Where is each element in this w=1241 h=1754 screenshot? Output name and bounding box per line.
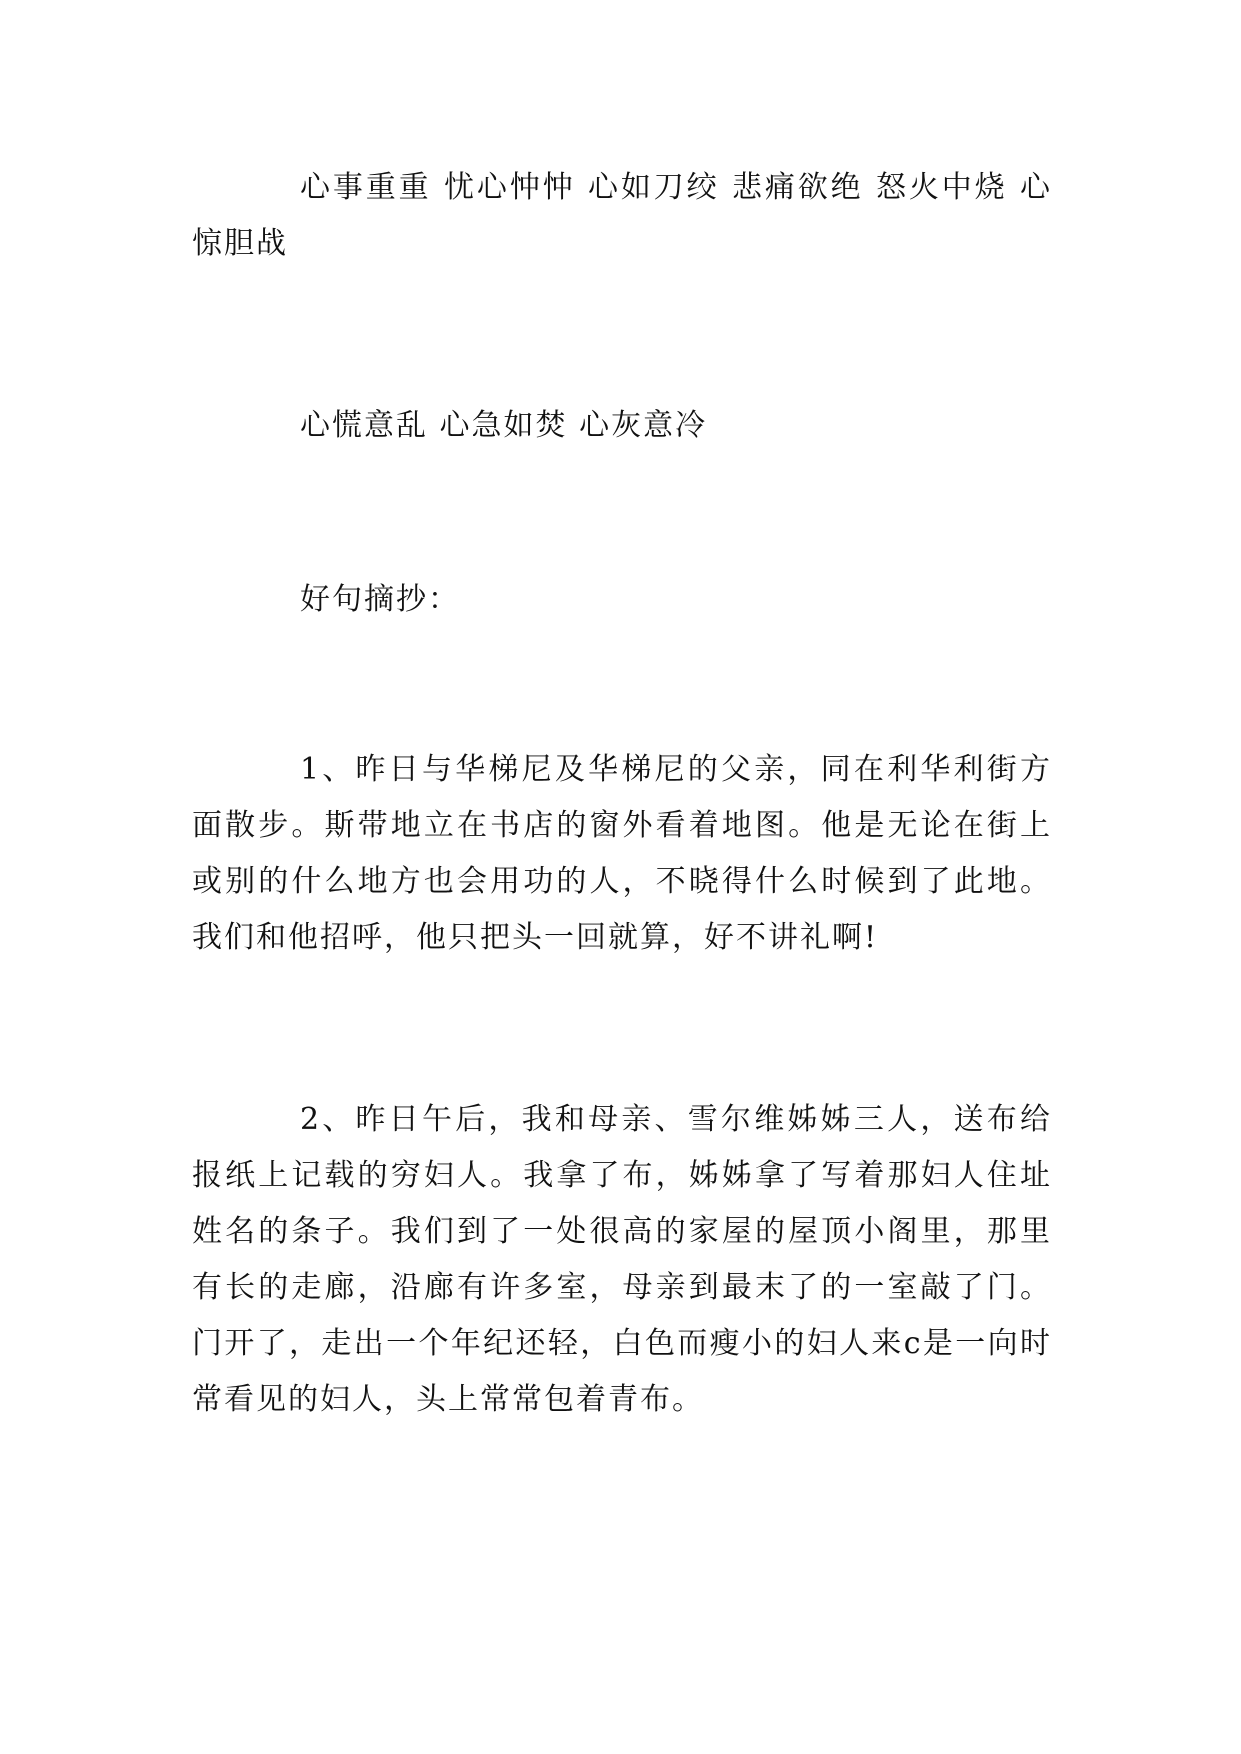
idiom-paragraph-1: 心事重重 忧心忡忡 心如刀绞 悲痛欲绝 怒火中烧 心惊胆战 xyxy=(192,170,1052,261)
excerpt-paragraph-1: 1、昨日与华梯尼及华梯尼的父亲，同在利华利街方面散步。斯带地立在书店的窗外看着地图。他是无论在街上或别的什么地方也会用功的人，不晓得什么时候到了此地。我们和他招呼，他只把头一回就算，好不讲礼啊! xyxy=(192,752,1052,955)
excerpt-paragraph-2: 2、昨日午后，我和母亲、雪尔维姊姊三人，送布给报纸上记载的穷妇人。我拿了布，姊姊拿了写着那妇人住址姓名的条子。我们到了一处很高的家屋的屋顶小阁里，那里有长的走廊，沿廊有许多室，母亲到最末了的一室敲了门。门开了，走出一个年纪还轻，白色而瘦小的妇人来c是一向时常看见的妇人，头上常常包着青布。 xyxy=(192,1102,1052,1417)
section-heading: 好句摘抄： xyxy=(300,582,460,617)
idiom-paragraph-2: 心慌意乱 心急如焚 心灰意冷 xyxy=(300,408,708,443)
